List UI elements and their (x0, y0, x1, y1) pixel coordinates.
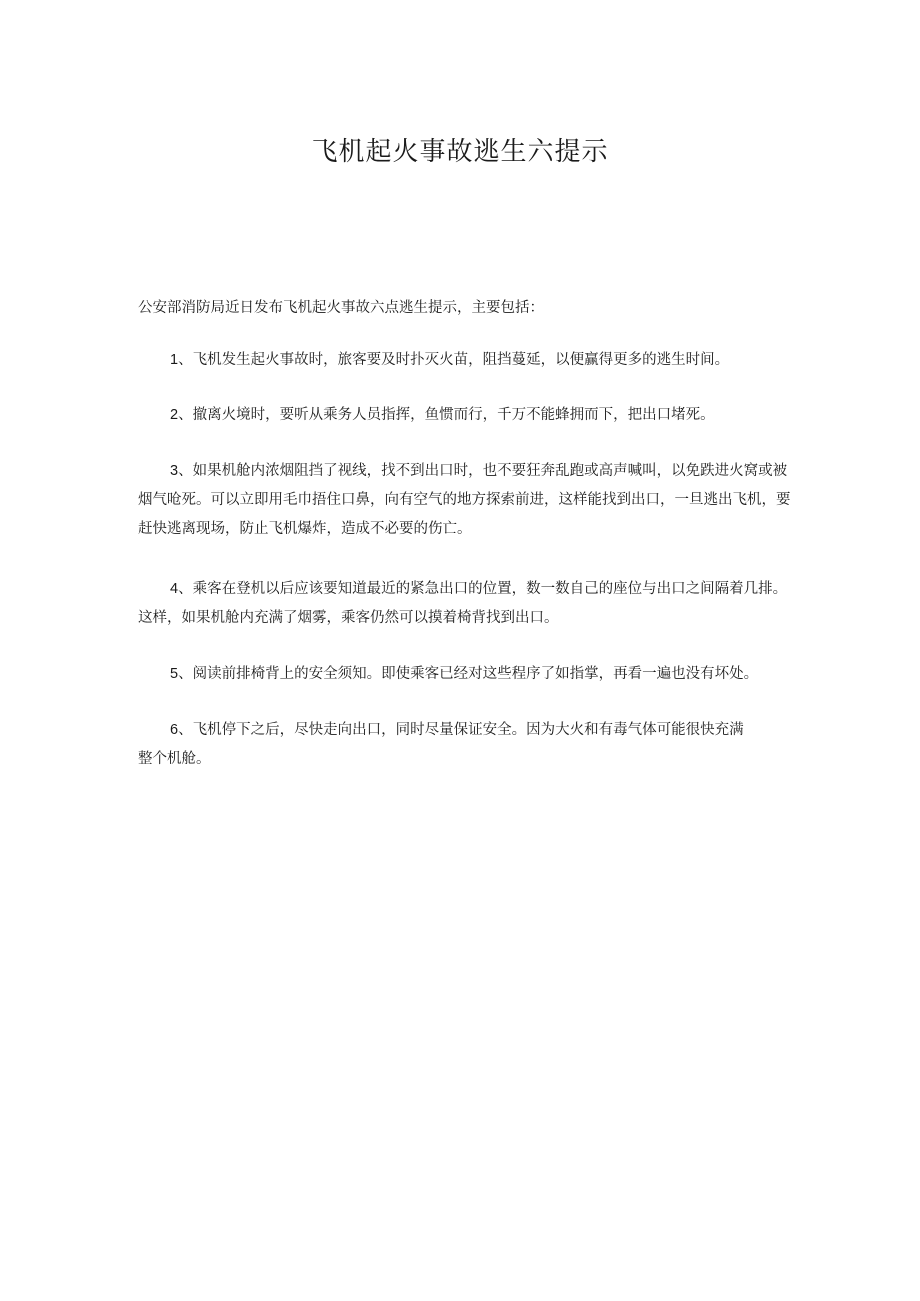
tip-paragraph-1 (138, 346, 798, 375)
tip-number: 6 (170, 722, 179, 738)
tip-text: 、飞机发生起火事故时，旅客要及时扑灭火苗，阻挡蔓延，以便赢得更多的逃生时间。 (178, 352, 730, 368)
tip-paragraph-5 (138, 660, 798, 689)
tip-number: 4 (170, 581, 179, 597)
intro-paragraph: 公安部消防局近日发布飞机起火事故六点逃生提示，主要包括： (138, 300, 544, 316)
tip-paragraph-3 (138, 457, 798, 544)
tip-paragraph-4 (138, 575, 798, 633)
tip-text: 、如果机舱内浓烟阻挡了视线，找不到出口时，也不要狂奔乱跑或高声喊叫，以免跌进火窝或被烟气呛死。可以立即用毛巾捂住口鼻，向有空气的地方探索前进，这样能找到出口，一旦逃出飞机，要赶快逃离现场，防止飞机爆炸，造成不必要的伤亡。 (138, 463, 791, 537)
tip-text: 、飞机停下之后，尽快走向出口，同时尽量保证安全。因为大火和有毒气体可能很快充满整个机舱。 (138, 722, 744, 767)
tip-number: 5 (170, 666, 179, 682)
tip-paragraph-2 (138, 401, 798, 430)
tip-number: 1 (170, 352, 179, 368)
tip-paragraph-6 (138, 716, 758, 774)
tip-text: 、撤离火境时，要听从乘务人员指挥，鱼惯而行，千万不能蜂拥而下，把出口堵死。 (178, 407, 715, 423)
tip-text: 、阅读前排椅背上的安全须知。即使乘客已经对这些程序了如指掌，再看一遍也没有坏处。 (178, 666, 759, 682)
document-title: 飞机起火事故逃生六提示 (311, 137, 609, 167)
tip-number: 3 (170, 463, 179, 479)
tip-number: 2 (170, 407, 179, 423)
tip-text: 、乘客在登机以后应该要知道最近的紧急出口的位置，数一数自己的座位与出口之间隔着几排。这样，如果机舱内充满了烟雾，乘客仍然可以摸着椅背找到出口。 (138, 581, 788, 626)
